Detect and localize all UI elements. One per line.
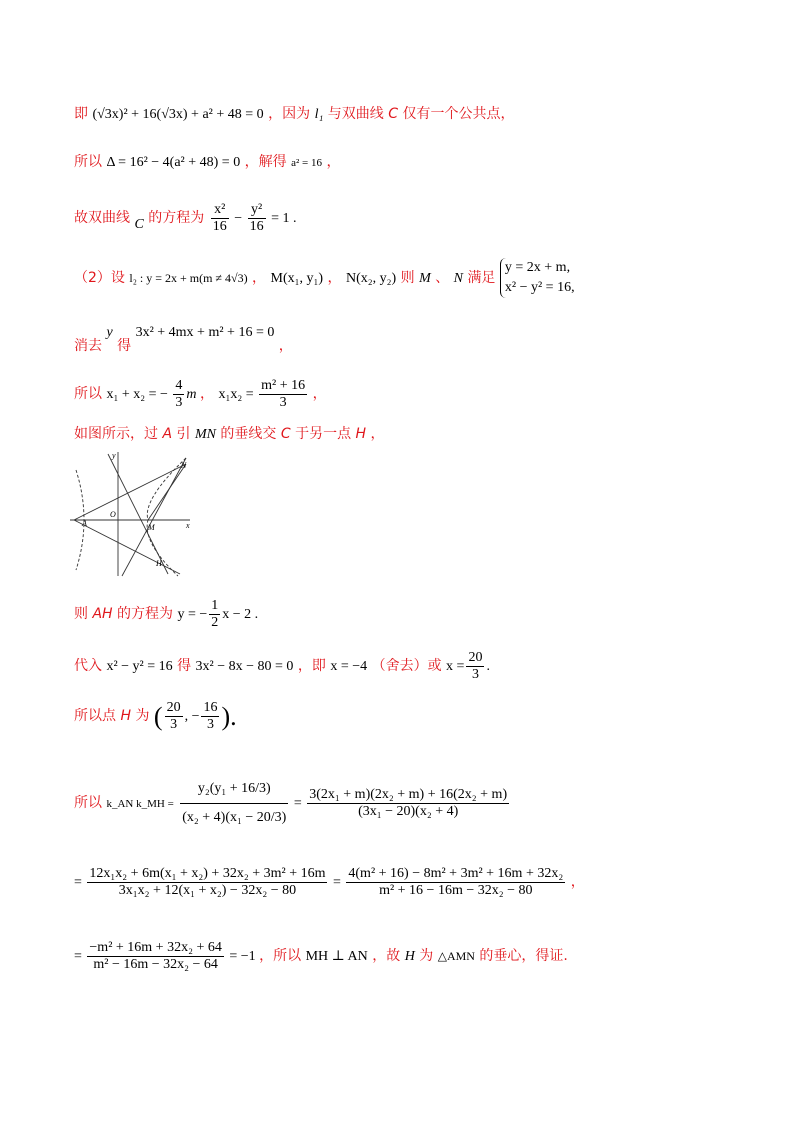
line-MH [108,454,168,574]
text: ，所以 [259,948,302,964]
symbol-l1: l₁ [314,107,324,122]
fraction-numerator: y₂(y₁ + 16/3) [180,775,288,804]
text: 所以 [74,154,102,170]
origin-label: O [110,510,116,519]
text: 的垂心，得证. [479,948,568,964]
fraction-denominator: 2 [211,615,219,631]
fraction-numerator: 3(2x₁ + m)(2x₂ + m) + 16(2x₂ + m) [309,787,508,803]
text: 则 [74,606,88,622]
equation: y = − [177,607,208,622]
equation: x₁x₂ = [218,387,254,402]
fraction-numerator: 1 [211,598,219,614]
symbol-H: H [355,426,367,442]
punctuation: . [486,659,490,674]
line-10 [74,696,237,736]
system-row: x² − y² = 16, [504,280,575,295]
operator: = [74,875,82,890]
line-5 [74,322,293,356]
symbol-C: C [280,426,291,442]
text: 、 [435,270,450,286]
text: 所以 [74,795,102,811]
operator: = [293,796,302,811]
equation: M(x₁, y₁) [270,271,324,286]
text: ， [370,426,385,442]
text: ， [326,154,341,170]
equation: a² = 16 [291,157,322,169]
text: ， [312,386,327,402]
equation: △AMN [437,949,475,963]
symbol-M: M [419,271,431,286]
symbol-m: m [186,387,197,402]
line-6 [74,376,327,412]
fraction-denominator: 16 [212,219,227,235]
symbol-MN: MN [194,427,216,442]
symbol-C: C [388,106,399,122]
text: 满足 [467,270,496,286]
line-11 [74,770,511,836]
text: 即 [74,106,88,122]
equation: x² − y² = 16 [106,659,173,674]
operator: = [74,949,82,964]
fraction-denominator: 16 [249,219,264,235]
text: ， [200,386,215,402]
hyperbola-figure [68,450,194,578]
line-3 [74,200,297,236]
punctuation: , − [184,709,200,724]
text: ，故 [372,948,401,964]
paren: ( [153,701,163,731]
equation: l₂ : y = 2x + m(m ≠ 4√3) [129,271,248,285]
y-axis-label: y [112,451,116,460]
line-9 [74,648,490,684]
fraction-numerator: −m² + 16m + 32x₂ + 64 [89,940,222,956]
line-4 [74,256,575,300]
text: （2）设 [74,270,125,286]
symbol-H: H [404,949,415,964]
equation: x = −4 [330,659,368,674]
symbol-AH: AH [92,606,113,622]
fraction-numerator: x² [211,202,229,219]
text: ，解得 [244,154,287,170]
text: ，因为 [268,106,311,122]
symbol-y: y [106,325,113,340]
line-MN [122,458,186,576]
line-NM [148,464,186,520]
text: 得 [117,338,132,354]
hyperbola-right-branch [147,458,186,576]
fraction-denominator: (x₂ + 4)(x₁ − 20/3) [182,810,287,826]
symbol-C: C [134,217,144,232]
point-N-label: N [181,461,187,470]
point-H-label: H [156,559,162,568]
line-AN [74,464,186,520]
text: 则 [400,270,415,286]
text: 所以 [74,386,102,402]
text: ， [570,874,585,890]
fraction-numerator: 4 [175,378,183,394]
text: 的方程为 [117,606,174,622]
text: 如图所示，过 [74,426,158,442]
equation: k_AN k_MH = [106,798,174,810]
equation: MH ⊥ AN [305,949,368,964]
operator: − [234,211,243,226]
paren: ). [221,701,237,731]
equation: x = [446,659,465,674]
fraction-denominator: 3 [170,717,178,733]
equation: x − 2 . [222,607,259,622]
fraction-numerator: 16 [203,700,218,716]
fraction-denominator: (3x₁ − 20)(x₂ + 4) [358,804,459,820]
text: ， [252,270,267,286]
line-1 [74,104,514,125]
line-12 [74,862,585,902]
symbol-H: H [120,708,131,724]
fraction-denominator: 3 [175,395,183,411]
fraction-numerator: 4(m² + 16) − 8m² + 3m² + 16m + 32x₂ [348,866,564,882]
symbol-N: N [453,271,463,286]
equation: x₁ + x₂ = − [106,387,168,402]
equation: Δ = 16² − 4(a² + 48) = 0 [106,155,241,170]
symbol-A: A [162,426,173,442]
text: 引 [176,426,191,442]
fraction-denominator: 3x₁x₂ + 12(x₁ + x₂) − 32x₂ − 80 [118,883,297,899]
system-row: y = 2x + m, [504,260,571,275]
equation: = 1 . [271,211,297,226]
text: 于另一点 [295,426,352,442]
fraction-numerator: y² [248,202,266,219]
text: 消去 [74,338,102,354]
equation: 3x² + 4mx + m² + 16 = 0 [135,325,275,340]
line-13 [74,936,568,976]
line-8 [74,596,258,632]
text: 与双曲线 [327,106,384,122]
text: ， [327,270,342,286]
text: 的方程为 [148,210,205,226]
text: ， [278,338,293,354]
equation: = −1 [229,949,256,964]
equation: N(x₂, y₂) [345,271,397,286]
fraction-numerator: 12x₁x₂ + 6m(x₁ + x₂) + 32x₂ + 3m² + 16m [89,866,326,882]
fraction-numerator: m² + 16 [261,378,306,394]
equation-system [500,258,575,298]
line-7 [74,424,385,445]
line-2 [74,152,340,173]
operator: = [332,875,341,890]
text: 得 [177,658,192,674]
text: 为 [419,948,434,964]
fraction-denominator: m² + 16 − 16m − 32x₂ − 80 [379,883,533,899]
fraction-numerator: 20 [166,700,181,716]
text: 的垂线交 [220,426,277,442]
fraction-denominator: 3 [471,667,479,683]
text: 代入 [74,658,102,674]
text: 为 [135,708,150,724]
fraction-denominator: 3 [206,717,214,733]
point-A-label: A [82,519,87,528]
equation: 3x² − 8x − 80 = 0 [195,659,294,674]
equation: (√3x)² + 16(√3x) + a² + 48 = 0 [92,107,264,122]
fraction-numerator: 20 [468,650,483,666]
text: 仅有一个公共点， [402,106,515,122]
fraction-denominator: 3 [279,395,287,411]
x-axis-label: x [186,521,190,530]
fraction-denominator: m² − 16m − 32x₂ − 64 [93,957,218,973]
text: 所以点 [74,708,116,724]
text: 故双曲线 [74,210,130,226]
point-M-label: M [148,523,155,532]
text: ，即 [297,658,326,674]
text: （舍去）或 [371,658,442,674]
